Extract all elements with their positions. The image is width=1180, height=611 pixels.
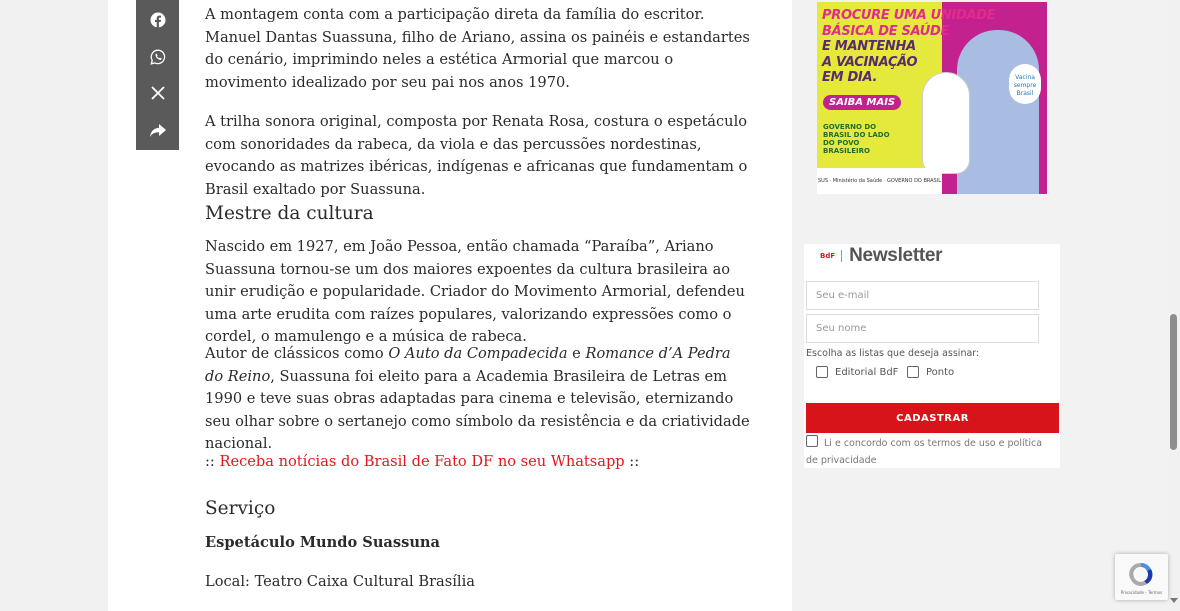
name-field[interactable]: Seu nome <box>806 314 1039 343</box>
ad-footer-logos: SUS · Ministério da Saúde · GOVERNO DO BRASIL <box>817 168 942 194</box>
terms-label: Li e concordo com os termos de uso e política de privacidade <box>806 438 1043 466</box>
facebook-icon[interactable] <box>136 2 179 38</box>
ad-headline-line: E MANTENHA <box>822 39 916 54</box>
newsletter-title: Newsletter <box>849 245 943 266</box>
newsletter-header <box>820 244 942 268</box>
divider <box>841 250 842 262</box>
vaccine-seal-logo: Vacina sempre Brasil <box>1009 64 1041 104</box>
scrollbar-thumb[interactable] <box>1170 314 1177 450</box>
email-field[interactable]: Seu e-mail <box>806 281 1039 310</box>
scroll-down-icon[interactable] <box>1170 598 1178 603</box>
vaccination-ad-banner[interactable] <box>817 2 1047 194</box>
whatsapp-callout <box>205 451 750 474</box>
paragraph-text: e <box>567 345 586 362</box>
section-heading: Serviço <box>205 498 276 519</box>
x-icon[interactable] <box>136 75 179 111</box>
subscribe-button[interactable]: CADASTRAR <box>806 403 1059 433</box>
article-paragraph: A trilha sonora original, composta por Renata Rosa, costura o espetáculo com sonoridades da rabeca, da viola e das percussões nordestinas, evocando as matrizes ibéricas, indígenas e africanas que fundamentam o Brasil exaltado por Suassuna. <box>205 113 748 198</box>
event-name: Espetáculo Mundo Suassuna <box>205 534 440 551</box>
recaptcha-badge[interactable] <box>1115 554 1168 600</box>
ad-headline-line: BÁSICA DE SAÚDE <box>822 23 950 39</box>
recaptcha-text: Privacidade - Termos <box>1120 590 1163 595</box>
option-label: Editorial BdF <box>835 366 899 378</box>
article-paragraph <box>205 343 750 456</box>
terms-agreement[interactable] <box>806 435 1056 469</box>
ad-headline-line: A VACINAÇÃO <box>822 54 918 70</box>
ad-headline-line: EM DIA. <box>822 70 878 85</box>
paragraph-text: Autor de clássicos como <box>205 345 389 362</box>
recaptcha-icon <box>1126 560 1156 588</box>
article-paragraph: A montagem conta com a participação direta da família do escritor. Manuel Dantas Suassuna, filho de Ariano, assina os painéis e estandartes do cenário, imprimindo neles a estética Armorial que marcou o movimento idealizado por seu pai nos anos 1970. <box>205 6 750 91</box>
event-location: Local: Teatro Caixa Cultural Brasília <box>205 573 475 590</box>
ad-headline <box>822 8 1012 86</box>
list-option-editorial[interactable] <box>816 366 898 378</box>
callout-suffix: :: <box>624 453 640 470</box>
ad-headline-line: PROCURE UMA UNIDADE <box>822 8 996 23</box>
article-paragraph: Nascido em 1927, em João Pessoa, então chamada “Paraíba”, Ariano Suassuna tornou-se um dos maiores expoentes da cultura brasileira ao unir erudição e popularidade. Criador do Movimento Armorial, defendeu uma arte erudita com raízes populares, valorizando expressões como o cordel, o mamulengo e a música de rabeca. <box>205 238 745 345</box>
ad-cta-button[interactable]: SAIBA MAIS <box>823 95 901 110</box>
vaccine-mascot-image <box>922 72 970 174</box>
checkbox[interactable] <box>816 366 828 378</box>
section-heading: Mestre da cultura <box>205 203 374 224</box>
terms-checkbox[interactable] <box>806 435 818 447</box>
scrollbar[interactable] <box>1168 0 1180 611</box>
whatsapp-icon[interactable] <box>136 39 179 75</box>
newsletter-widget <box>804 244 1060 468</box>
ad-gov-text: GOVERNO DO BRASIL DO LADO DO POVO BRASILEIRO <box>823 123 890 155</box>
lists-label: Escolha as listas que deseja assinar: <box>806 348 980 359</box>
list-option-ponto[interactable] <box>907 366 954 378</box>
whatsapp-link[interactable]: Receba notícias do Brasil de Fato DF no seu Whatsapp <box>219 453 625 470</box>
paragraph-text: , Suassuna foi eleito para a Academia Brasileira de Letras em 1990 e teve suas obras adaptadas para cinema e televisão, eternizando seu olhar sobre o sertanejo como símbolo da resistência e da criatividade nacional. <box>205 367 750 452</box>
book-title: Romance d’A Pedra do Reino <box>205 345 731 385</box>
share-icon[interactable] <box>136 112 179 148</box>
callout-prefix: :: <box>205 453 220 470</box>
share-bar <box>136 0 179 150</box>
bdf-logo: BdF <box>820 252 836 260</box>
checkbox[interactable] <box>907 366 919 378</box>
option-label: Ponto <box>926 366 955 378</box>
book-title: O Auto da Compadecida <box>388 345 568 362</box>
